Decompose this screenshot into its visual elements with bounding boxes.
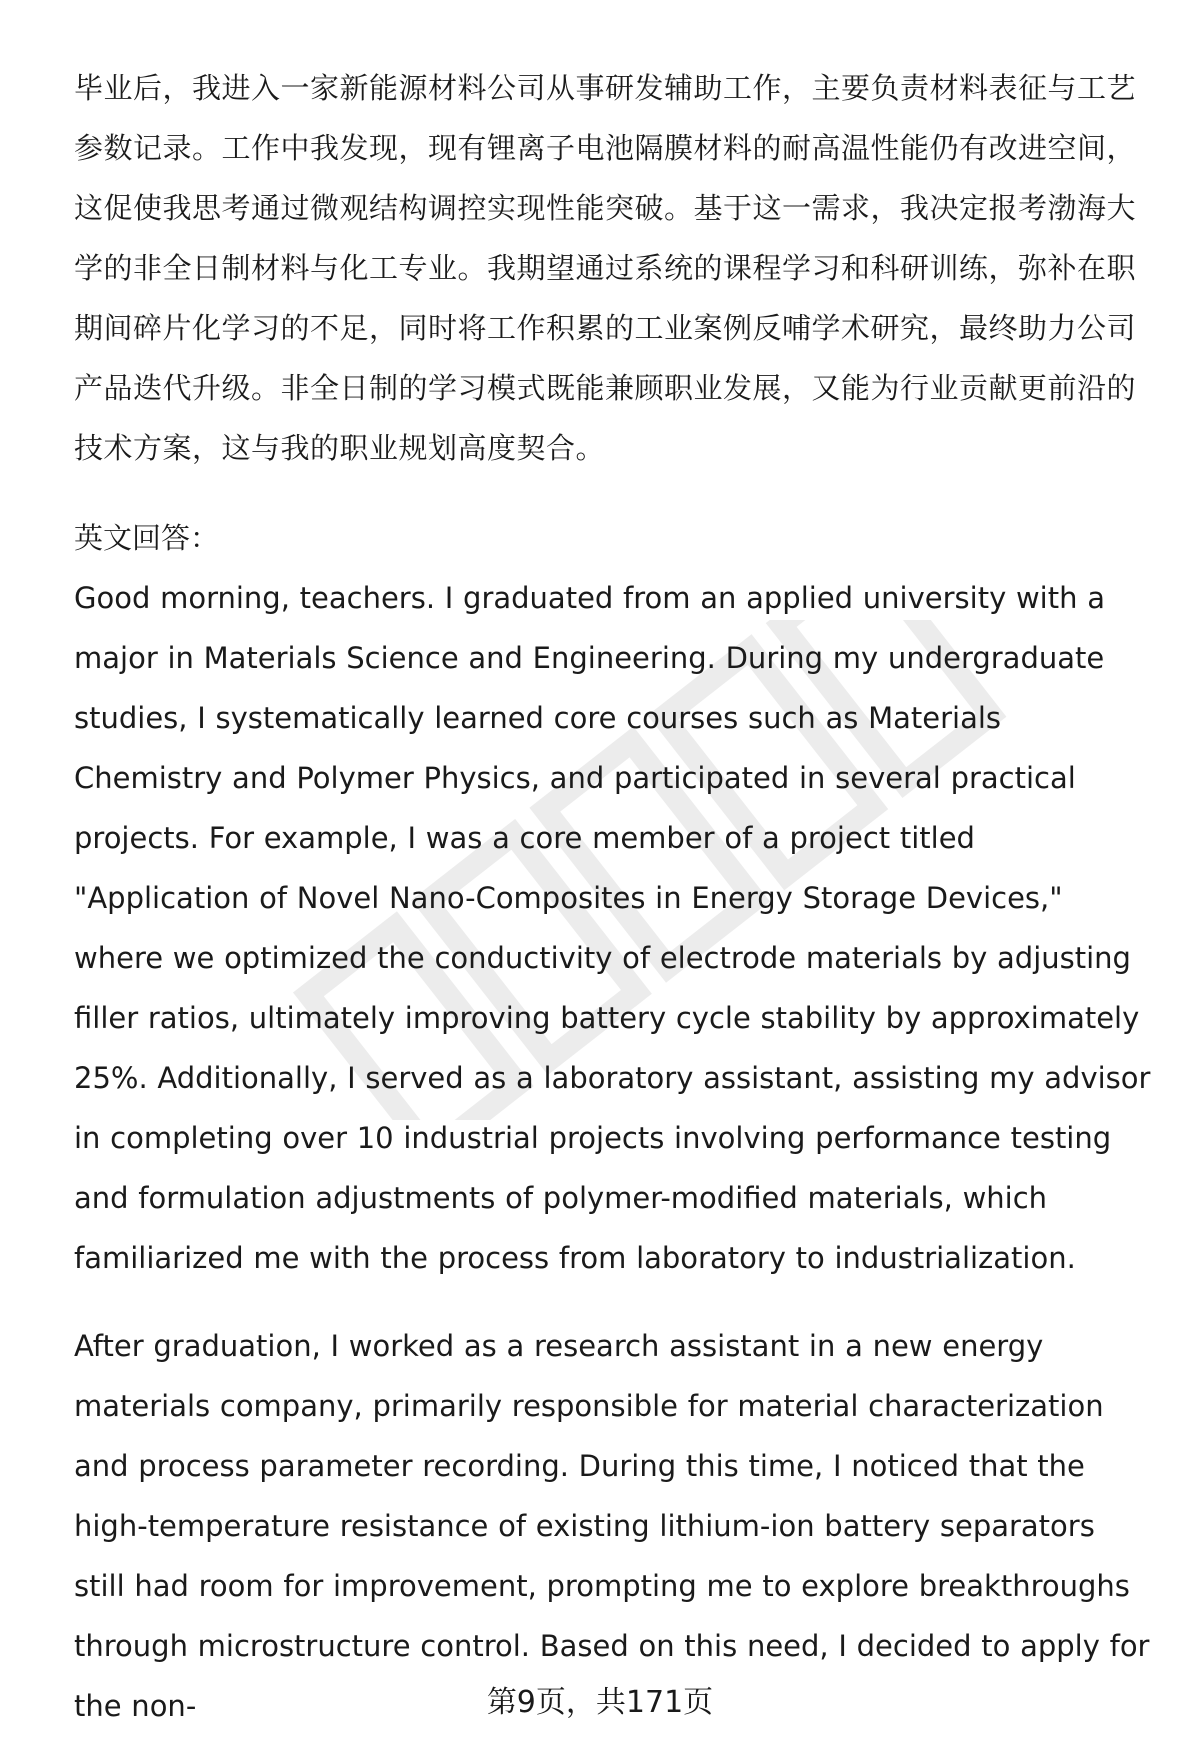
page-number-footer: 第9页，共171页 xyxy=(486,1685,714,1720)
document-body xyxy=(74,58,1154,1736)
chinese-paragraph: 毕业后，我进入一家新能源材料公司从事研发辅助工作，主要负责材料表征与工艺参数记录。工作中我发现，现有锂离子电池隔膜材料的耐高温性能仍有改进空间，这促使我思考通过微观结构调控实现性能突破。基于这一需求，我决定报考渤海大学的非全日制材料与化工专业。我期望通过系统的课程学习和科研训练，弥补在职期间碎片化学习的不足，同时将工作积累的工业案例反哺学术研究，最终助力公司产品迭代升级。非全日制的学习模式既能兼顾职业发展，又能为行业贡献更前沿的技术方案，这与我的职业规划高度契合。 xyxy=(74,71,1137,465)
english-paragraph-1: Good morning, teachers. I graduated from an applied university with a major in Materials Science and Engineering. During my undergraduate studies, I systematically learned core courses such as Materials Chemistry and Polymer Physics, and participated in several practical projects. For example, I was a core member of a project titled "Application of Novel Nano-Composites in Energy Storage Devices," where we optimized the conductivity of electrode materials by adjusting filler ratios, ultimately improving battery cycle stability by approximately 25%. Additionally, I served as a laboratory assistant, assisting my advisor in completing over 10 industrial projects involving performance testing and formulation adjustments of polymer-modified materials, which familiarized me with the process from laboratory to industrialization. xyxy=(74,581,1151,1275)
english-answer-label: 英文回答： xyxy=(74,521,220,555)
english-paragraph-2: After graduation, I worked as a research assistant in a new energy materials company, primarily responsible for material characterization and process parameter recording. During this time, I noticed that the high-temperature resistance of existing lithium-ion battery separators still had room for improvement, prompting me to explore breakthroughs through microstructure control. Based on this need, I decided to apply for the non- xyxy=(74,1329,1150,1723)
